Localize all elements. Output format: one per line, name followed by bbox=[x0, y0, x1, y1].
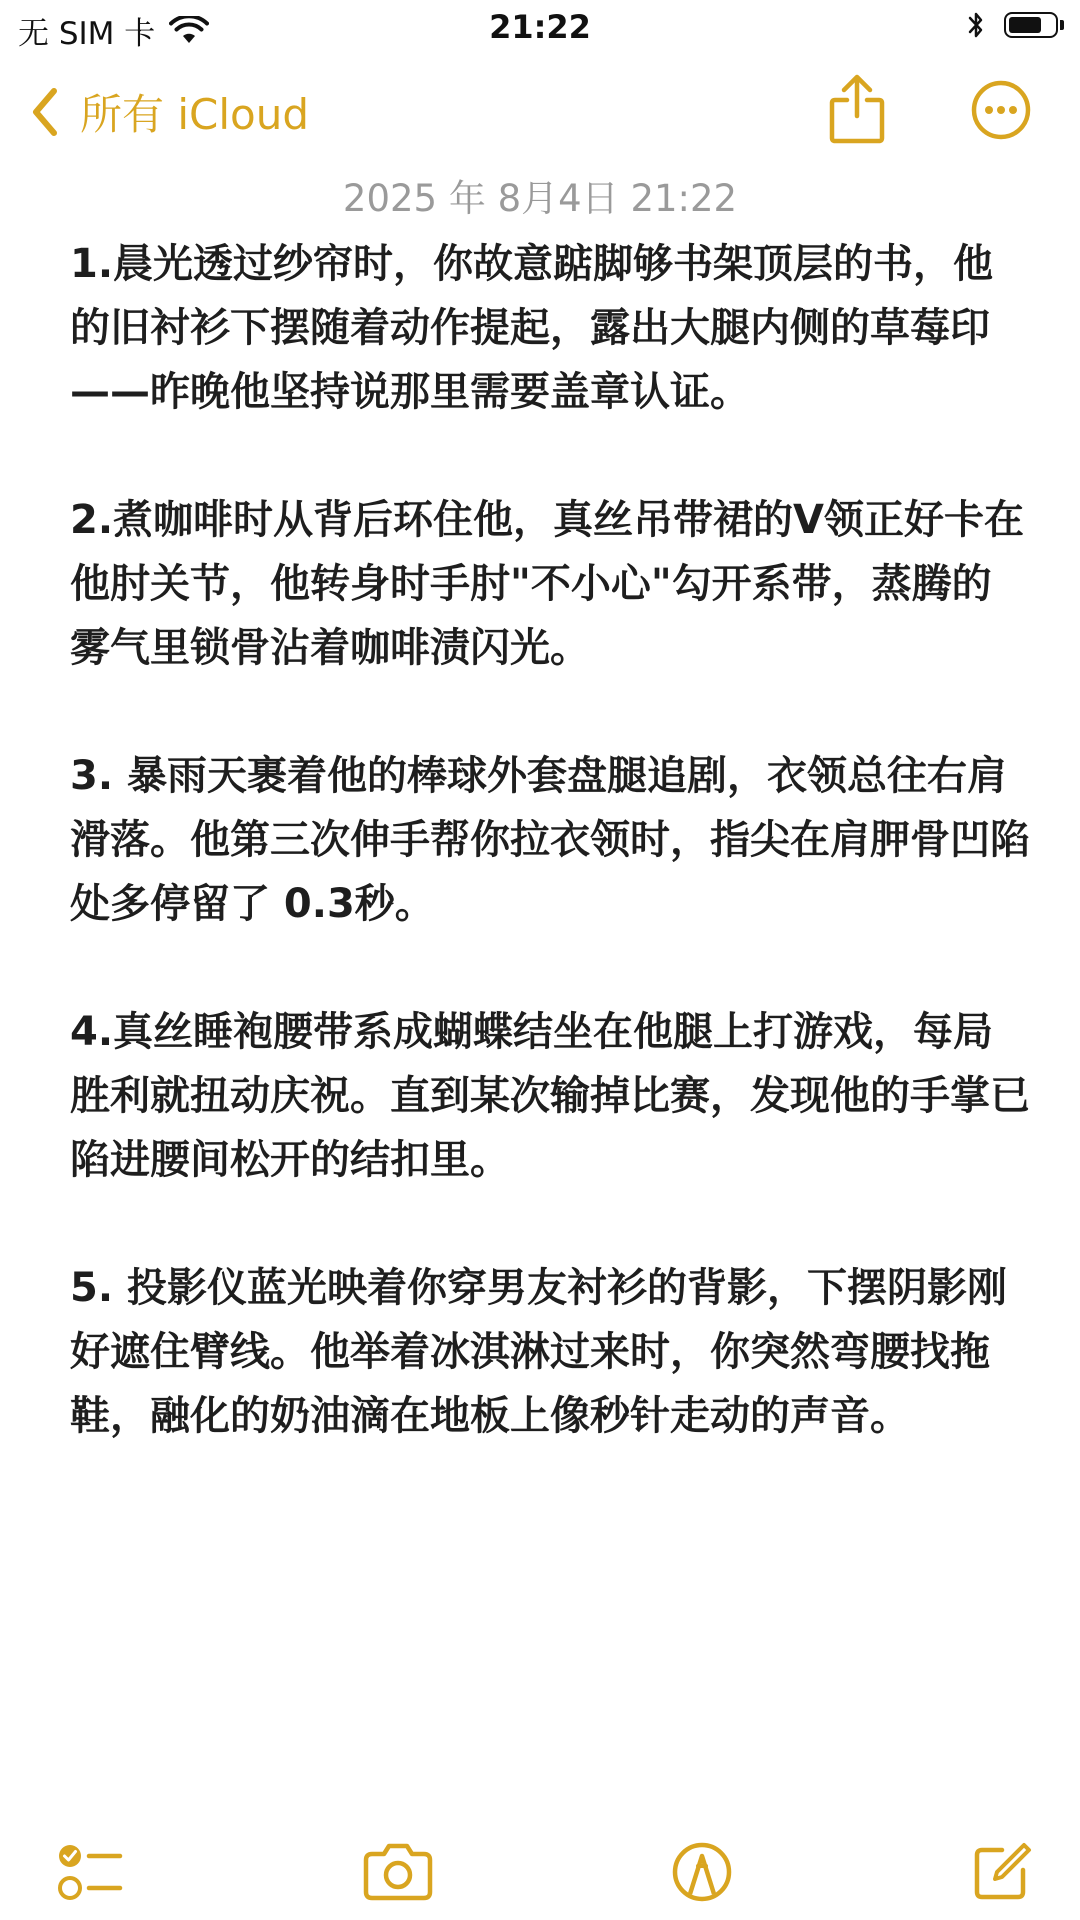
battery-tip bbox=[1060, 20, 1064, 30]
status-time: 21:22 bbox=[489, 8, 591, 46]
carrier-label: 无 SIM 卡 bbox=[18, 16, 156, 52]
share-icon bbox=[826, 72, 888, 144]
bottom-toolbar bbox=[0, 1840, 1080, 1920]
share-button[interactable] bbox=[826, 72, 888, 144]
battery-icon bbox=[1004, 12, 1058, 38]
status-bar bbox=[0, 0, 1080, 60]
note-date: 2025 年 8月4日 21:22 bbox=[342, 177, 738, 220]
note-paragraph-5: 5. 投影仪蓝光映着你穿男友衬衫的背影，下摆阴影刚好遮住臂线。他举着冰淇淋过来时，你突然弯腰找拖鞋，融化的奶油滴在地板上像秒针走动的声音。 bbox=[70, 1265, 1007, 1439]
note-paragraph-3: 3. 暴雨天裹着他的棒球外套盘腿追剧，衣领总往右肩滑落。他第三次伸手帮你拉衣领时，指尖在肩胛骨凹陷处多停留了 0.3秒。 bbox=[70, 753, 1030, 927]
more-button[interactable] bbox=[970, 79, 1032, 141]
camera-icon bbox=[362, 1840, 434, 1902]
more-icon bbox=[970, 79, 1032, 141]
battery-level bbox=[1009, 17, 1041, 33]
bluetooth-icon bbox=[966, 10, 986, 40]
back-label: 所有 iCloud bbox=[80, 90, 309, 139]
markup-icon bbox=[670, 1840, 734, 1904]
back-button[interactable] bbox=[28, 82, 309, 142]
nav-bar bbox=[0, 72, 1080, 152]
chevron-left-icon bbox=[28, 85, 62, 139]
note-paragraph-4: 4.真丝睡袍腰带系成蝴蝶结坐在他腿上打游戏，每局胜利就扭动庆祝。直到某次输掉比赛，发现他的手掌已陷进腰间松开的结扣里。 bbox=[70, 1009, 1030, 1183]
checklist-button[interactable] bbox=[56, 1840, 126, 1904]
compose-icon bbox=[972, 1840, 1032, 1902]
note-paragraph-2: 2.煮咖啡时从背后环住他，真丝吊带裙的V领正好卡在他肘关节，他转身时手肘"不小心"勾开系带，蒸腾的雾气里锁骨沾着咖啡渍闪光。 bbox=[70, 497, 1024, 671]
note-body[interactable] bbox=[70, 232, 1030, 1512]
status-right bbox=[966, 10, 1064, 40]
checklist-icon bbox=[56, 1840, 126, 1904]
markup-button[interactable] bbox=[670, 1840, 734, 1904]
camera-button[interactable] bbox=[362, 1840, 434, 1902]
note-paragraph-1: 1.晨光透过纱帘时，你故意踮脚够书架顶层的书，他的旧衬衫下摆随着动作提起，露出大腿内侧的草莓印——昨晚他坚持说那里需要盖章认证。 bbox=[70, 241, 994, 415]
compose-button[interactable] bbox=[972, 1840, 1032, 1902]
